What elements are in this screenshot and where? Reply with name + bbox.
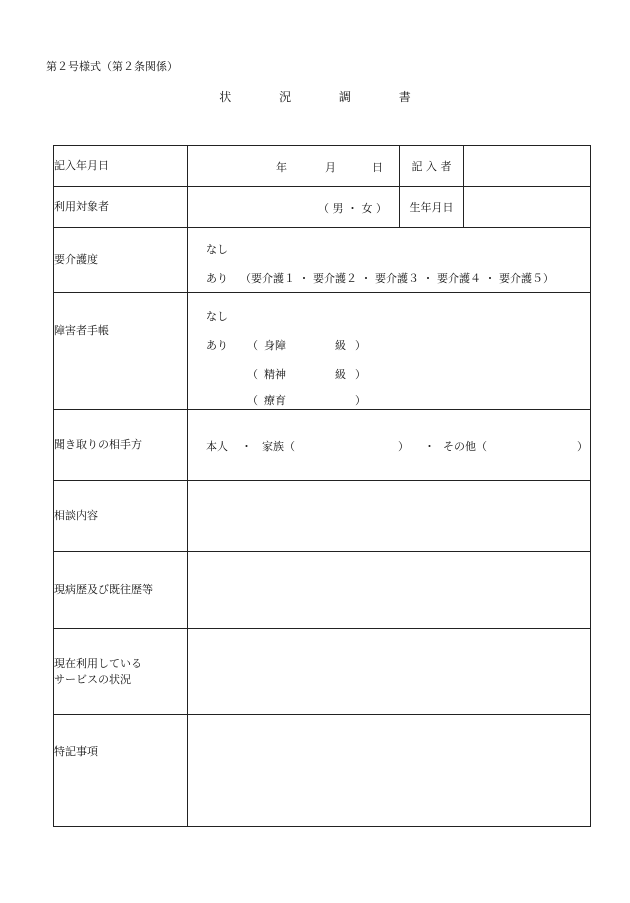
row-entry-date (54, 146, 591, 187)
status-survey-form (53, 145, 591, 827)
label-writer: 記 入 者 (400, 146, 464, 187)
label-history: 現病歴及び既往歴等 (54, 552, 188, 629)
subject-field[interactable] (188, 187, 400, 228)
row-interviewee (54, 410, 591, 481)
family-paren-close: ） (398, 440, 409, 453)
label-services-line1: 現在利用している (54, 656, 142, 670)
paren-open: （ (247, 339, 258, 352)
month-unit: 月 (325, 161, 336, 174)
interviewee-self-option[interactable]: 本人 (206, 440, 228, 453)
separator-dot: ・ (424, 440, 435, 453)
consultation-field[interactable] (188, 481, 591, 552)
writer-field[interactable] (464, 146, 591, 187)
title-char: 調 (338, 90, 351, 104)
paren-open: （ (247, 394, 258, 407)
row-consultation (54, 481, 591, 552)
notes-field[interactable] (188, 715, 591, 827)
day-unit: 日 (372, 161, 383, 174)
paren-close: ） (355, 368, 366, 381)
disability-yes-option[interactable]: あり (206, 339, 228, 352)
rehab-label: 療育 (264, 394, 286, 407)
title-char: 況 (279, 90, 292, 104)
row-disability (54, 293, 591, 410)
label-entry-date: 記入年月日 (54, 146, 188, 187)
label-interviewee: 聞き取りの相手方 (54, 410, 188, 481)
interviewee-field[interactable] (188, 410, 591, 481)
row-subject (54, 187, 591, 228)
care-level-options[interactable]: （要介護１ ・ 要介護２ ・ 要介護３ ・ 要介護４ ・ 要介護５） (240, 272, 554, 285)
entry-date-field[interactable] (188, 146, 400, 187)
paren-close: ） (355, 394, 366, 407)
mental-label: 精神 (264, 368, 286, 381)
interviewee-other-option[interactable]: その他（ (443, 440, 487, 453)
year-unit: 年 (276, 161, 287, 174)
grade-unit: 級 (335, 339, 346, 352)
label-care-level: 要介護度 (54, 228, 188, 293)
other-paren-close: ） (577, 440, 588, 453)
care-level-field[interactable] (188, 228, 591, 293)
document-title (0, 88, 630, 105)
interviewee-family-option[interactable]: 家族（ (262, 440, 295, 453)
label-consultation: 相談内容 (54, 481, 188, 552)
paren-open: （ (247, 368, 258, 381)
disability-field[interactable] (188, 293, 591, 410)
row-notes (54, 715, 591, 827)
care-yes-option[interactable]: あり (206, 272, 228, 285)
title-char: 状 (219, 90, 232, 104)
title-char: 書 (398, 90, 411, 104)
row-services (54, 629, 591, 715)
care-none-option[interactable]: なし (206, 243, 228, 256)
label-subject: 利用対象者 (54, 187, 188, 228)
physical-label: 身障 (264, 339, 286, 352)
history-field[interactable] (188, 552, 591, 629)
label-services (54, 629, 188, 715)
form-number: 第２号様式（第２条関係） (46, 60, 178, 73)
separator-dot: ・ (241, 440, 252, 453)
paren-close: ） (355, 339, 366, 352)
label-notes: 特記事項 (54, 715, 188, 827)
disability-none-option[interactable]: なし (206, 310, 228, 323)
gender-choice[interactable]: （ 男 ・ 女 ） (318, 202, 387, 215)
grade-unit: 級 (335, 368, 346, 381)
label-birthdate: 生年月日 (400, 187, 464, 228)
label-disability: 障害者手帳 (54, 293, 188, 410)
services-field[interactable] (188, 629, 591, 715)
row-history (54, 552, 591, 629)
label-services-line2: サービスの状況 (54, 672, 131, 686)
birthdate-field[interactable] (464, 187, 591, 228)
row-care-level (54, 228, 591, 293)
